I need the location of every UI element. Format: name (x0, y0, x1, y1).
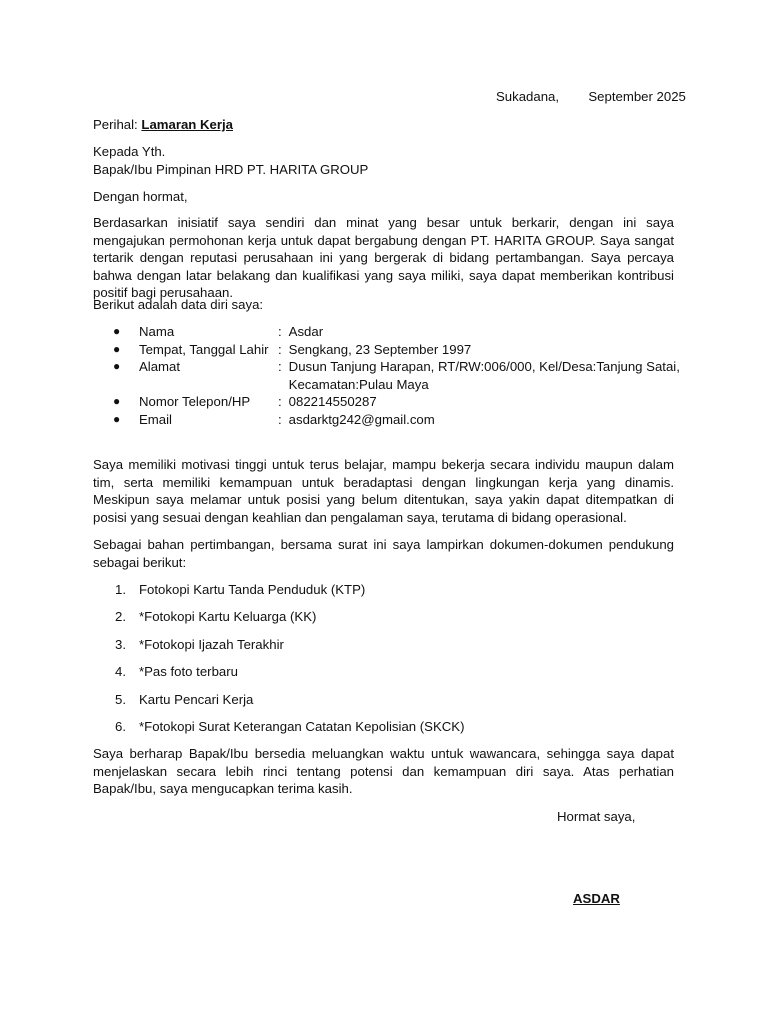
subject-value: Lamaran Kerja (141, 117, 234, 132)
colon: : (278, 359, 282, 374)
document-text: *Fotokopi Ijazah Terakhir (139, 636, 284, 652)
field-value-text: asdarktg242@gmail.com (288, 411, 435, 427)
document-text: Kartu Pencari Kerja (139, 691, 254, 707)
bullet-icon: ● (113, 411, 121, 426)
document-number: 5. (115, 691, 126, 707)
signature-name: ASDAR (573, 891, 620, 906)
field-value-text: Sengkang, 23 September 1997 (288, 341, 472, 357)
personal-data-row (93, 358, 683, 393)
colon: : (278, 341, 282, 357)
personal-data-row (93, 393, 683, 411)
greeting: Dengan hormat, (93, 189, 188, 204)
subject-line (93, 116, 233, 134)
closing: Hormat saya, (557, 809, 636, 824)
field-value (278, 323, 683, 341)
colon: : (278, 394, 282, 409)
paragraph-3: Sebagai bahan pertimbangan, bersama surat ini saya lampirkan dokumen-dokumen pendukung sebagai berikut: (93, 537, 674, 570)
colon: : (278, 411, 282, 427)
bullet-icon: ● (113, 324, 121, 338)
personal-data-row (93, 323, 683, 341)
personal-data-row (93, 341, 683, 359)
field-label: Alamat (139, 359, 181, 374)
document-item (93, 636, 653, 663)
bullet-icon: ● (113, 394, 121, 408)
field-value-text: Dusun Tanjung Harapan, RT/RW:006/000, Kel/Desa:Tanjung Satai, Kecamatan:Pulau Maya (288, 359, 680, 392)
field-value (278, 411, 683, 429)
document-number: 1. (115, 582, 126, 597)
recipient-block (93, 143, 368, 178)
paragraph-1: Berdasarkan inisiatif saya sendiri dan minat yang besar untuk berkarir, dengan ini saya mengajukan permohonan kerja untuk dapat bergabung dengan PT. HARITA GROUP. Saya sangat tertarik dengan reputasi perusahaan ini yang bergerak di bidang pertambangan. Saya percaya bahwa dengan latar belakang dan kualifikasi yang saya miliki, saya dapat memberikan kontribusi positif bagi perusahaan. (93, 215, 674, 300)
paragraph-2: Saya memiliki motivasi tinggi untuk terus belajar, mampu bekerja secara individu maupun dalam tim, serta memiliki kemampuan untuk beradaptasi dengan lingkungan kerja yang dinamis. Meskipun saya melamar untuk posisi yang belum ditentukan, saya yakin dapat ditempatkan di posisi yang sesuai dengan keahlian dan pengalaman saya, terutama di bidang operasional. (93, 457, 674, 525)
bullet-icon: ● (113, 359, 121, 373)
personal-data-list (93, 323, 683, 428)
field-value (278, 341, 683, 359)
bullet-icon: ● (113, 341, 121, 356)
field-value (278, 393, 683, 411)
document-number: 6. (115, 718, 126, 734)
recipient-line-1: Kepada Yth. (93, 144, 166, 159)
document-text: *Fotokopi Kartu Keluarga (KK) (139, 609, 317, 625)
document-number: 2. (115, 609, 126, 625)
document-number: 4. (115, 664, 126, 680)
document-text: Fotokopi Kartu Tanda Penduduk (KTP) (139, 582, 366, 597)
field-label: Email (139, 411, 172, 427)
document-item (93, 718, 653, 745)
field-label: Tempat, Tanggal Lahir (139, 341, 269, 357)
document-item (93, 663, 653, 690)
field-label: Nomor Telepon/HP (139, 394, 251, 409)
document-item (93, 581, 653, 608)
field-value-text: Asdar (288, 324, 324, 339)
field-value-text: 082214550287 (288, 394, 377, 409)
field-label: Nama (139, 324, 175, 339)
document-number: 3. (115, 636, 126, 652)
documents-list (93, 581, 653, 745)
data-intro: Berikut adalah data diri saya: (93, 297, 264, 312)
place-date: Sukadana, September 2025 (496, 89, 686, 104)
colon: : (278, 324, 282, 339)
recipient-line-2: Bapak/Ibu Pimpinan HRD PT. HARITA GROUP (93, 161, 369, 177)
document-text: *Pas foto terbaru (139, 664, 238, 680)
paragraph-4: Saya berharap Bapak/Ibu bersedia meluangkan waktu untuk wawancara, sehingga saya dapat menjelaskan secara lebih rinci tentang potensi dan kemampuan diri saya. Atas perhatian Bapak/Ibu, saya mengucapkan terima kasih. (93, 746, 674, 796)
document-item (93, 608, 653, 635)
personal-data-row (93, 411, 683, 429)
document-text: *Fotokopi Surat Keterangan Catatan Kepolisian (SKCK) (139, 718, 465, 734)
subject-label: Perihal: (93, 117, 142, 132)
field-value (278, 358, 683, 393)
document-item (93, 691, 653, 718)
